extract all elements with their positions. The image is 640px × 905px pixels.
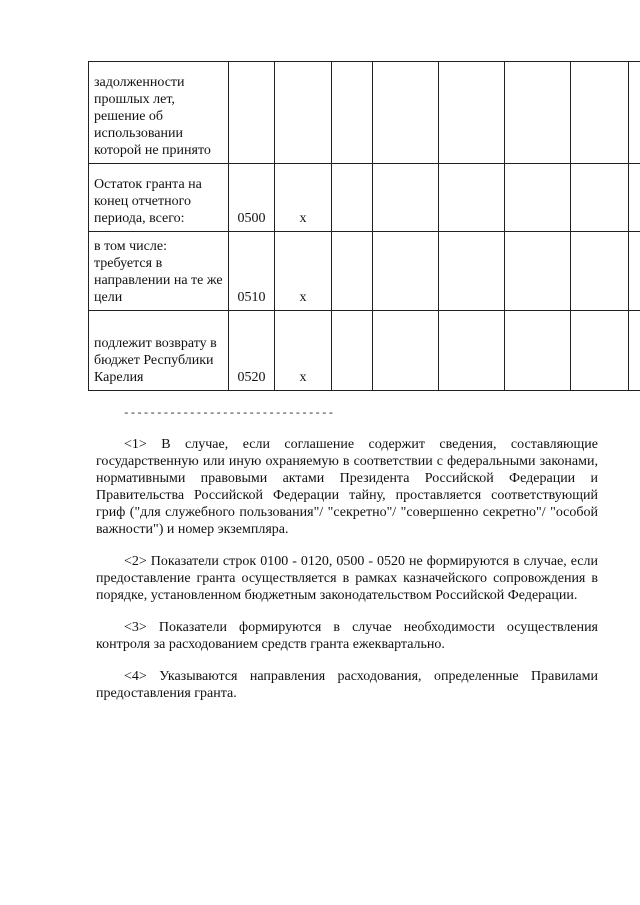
value-cell	[571, 311, 629, 391]
footnotes	[96, 404, 598, 717]
value-cell	[332, 164, 373, 232]
row-mark: х	[275, 232, 332, 311]
value-cell	[571, 232, 629, 311]
value-cell	[332, 62, 373, 164]
value-cell	[373, 164, 439, 232]
value-cell	[505, 232, 571, 311]
row-code: 0500	[229, 164, 275, 232]
footnote-3: <3> Показатели формируются в случае необходимости осуществления контроля за расходованием средств гранта ежеквартально.	[96, 620, 598, 652]
value-cell	[505, 62, 571, 164]
footnote-4: <4> Указываются направления расходования, определенные Правилами предоставления гранта.	[96, 669, 598, 701]
footnote-divider: --------------------------------	[123, 408, 335, 420]
row-label: Остаток гранта на конец отчетного периода, всего:	[89, 164, 229, 232]
value-cell	[629, 62, 640, 164]
table-row	[89, 62, 640, 164]
row-label: подлежит возврату в бюджет Республики Карелия	[89, 311, 229, 391]
value-cell	[629, 164, 640, 232]
value-cell	[332, 232, 373, 311]
value-cell	[439, 232, 505, 311]
row-code	[229, 62, 275, 164]
row-code: 0520	[229, 311, 275, 391]
value-cell	[571, 62, 629, 164]
value-cell	[629, 311, 640, 391]
value-cell	[332, 311, 373, 391]
row-mark	[275, 62, 332, 164]
value-cell	[373, 311, 439, 391]
value-cell	[439, 311, 505, 391]
value-cell	[439, 164, 505, 232]
value-cell	[373, 62, 439, 164]
row-mark: х	[275, 311, 332, 391]
value-cell	[505, 311, 571, 391]
table-row	[89, 232, 640, 311]
footnote-2: <2> Показатели строк 0100 - 0120, 0500 - 0520 не формируются в случае, если предоставление гранта осуществляется в рамках казначейского сопровождения в порядке, установленном бюджетным законодательством Российской Федерации.	[96, 554, 598, 603]
row-code: 0510	[229, 232, 275, 311]
row-label: задолженности прошлых лет, решение об использовании которой не принято	[89, 62, 229, 164]
row-mark: х	[275, 164, 332, 232]
value-cell	[571, 164, 629, 232]
table-row	[89, 311, 640, 391]
value-cell	[373, 232, 439, 311]
table-row	[89, 164, 640, 232]
report-table	[88, 61, 640, 391]
row-label: в том числе: требуется в направлении на те же цели	[89, 232, 229, 311]
value-cell	[439, 62, 505, 164]
value-cell	[505, 164, 571, 232]
value-cell	[629, 232, 640, 311]
footnote-1: <1> В случае, если соглашение содержит сведения, составляющие государственную или иную охраняемую в соответствии с федеральными законами, нормативными правовыми актами Президента Российской Федерации и Правительства Российской Федерации тайну, проставляется соответствующий гриф ("для служебного пользования"/ "секретно"/ "совершенно секретно"/ "особой важности") и номер экземпляра.	[96, 437, 598, 537]
